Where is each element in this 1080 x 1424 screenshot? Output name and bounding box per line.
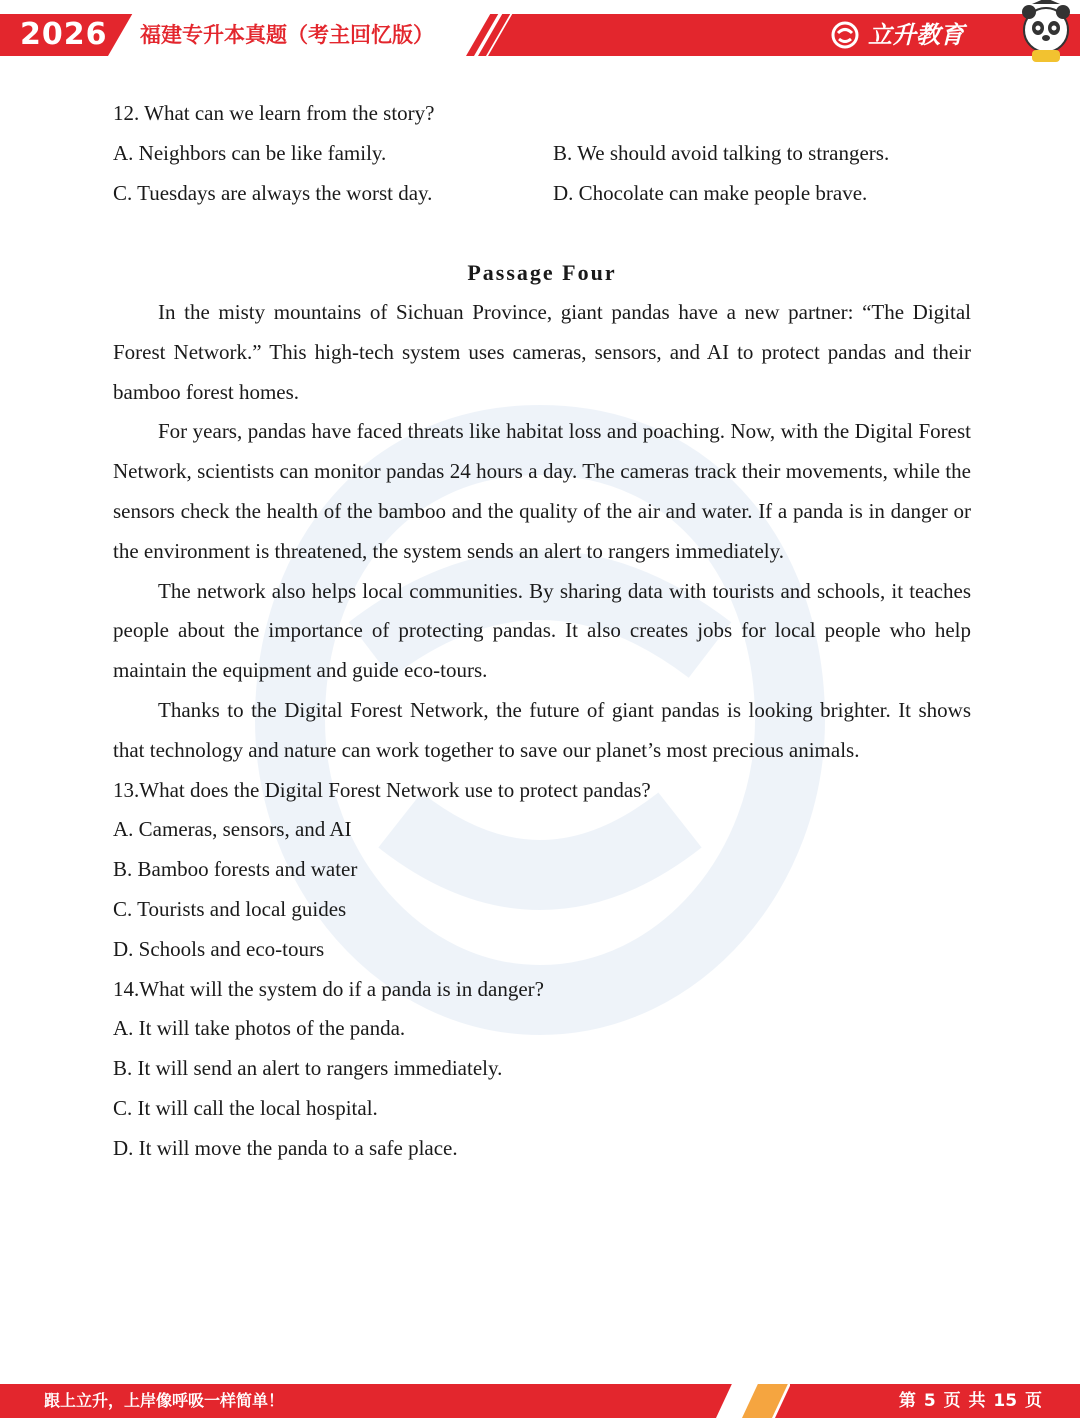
page-number: 第 5 页 共 15 页 [898, 1391, 1042, 1411]
question-12-option-c: C. Tuesdays are always the worst day. [113, 180, 433, 205]
page-header [0, 0, 1080, 70]
header-year: 2026 [20, 17, 108, 52]
question-12-option-b: B. We should avoid talking to strangers. [553, 140, 890, 165]
brand-name: 立升教育 [868, 21, 964, 49]
question-13-stem: 13.What does the Digital Forest Network use to protect pandas? [113, 777, 651, 802]
question-14-stem: 14.What will the system do if a panda is in danger? [113, 976, 544, 1001]
question-14-option-d: D. It will move the panda to a safe place. [113, 1135, 458, 1160]
question-12-stem: 12. What can we learn from the story? [113, 101, 435, 125]
page-footer [0, 1380, 1080, 1420]
footer-slogan: 跟上立升，上岸像呼吸一样简单！ [44, 1391, 285, 1410]
question-13-option-c: C. Tourists and local guides [113, 896, 347, 921]
question-13-option-d: D. Schools and eco-tours [113, 936, 325, 961]
passage-paragraph-3: The network also helps local communities. By sharing data with tourists and schools, it teaches people about the importance of protecting pandas. It also creates jobs for local people who help maintain the equipment and guide eco-tours. [113, 578, 971, 683]
passage-paragraph-1: In the misty mountains of Sichuan Province, giant pandas have a new partner: “The Digital Forest Network.” This high-tech system uses cameras, sensors, and AI to protect pandas and their bamboo forest homes. [113, 299, 971, 404]
header-title: 福建专升本真题（考主回忆版） [140, 23, 434, 47]
question-12-option-a: A. Neighbors can be like family. [113, 140, 387, 165]
question-12-option-d: D. Chocolate can make people brave. [553, 180, 868, 205]
question-14-option-b: B. It will send an alert to rangers immediately. [113, 1056, 503, 1081]
question-14-option-c: C. It will call the local hospital. [113, 1095, 378, 1120]
lisheng-logo-icon [830, 20, 860, 50]
question-13-option-a: A. Cameras, sensors, and AI [113, 817, 352, 842]
question-12-options-row [113, 174, 971, 214]
passage-title: Passage Four [467, 260, 617, 286]
question-12-options-row [113, 134, 971, 174]
header-brand [830, 14, 964, 56]
panda-mascot-icon [1012, 0, 1080, 64]
question-13-option-b: B. Bamboo forests and water [113, 857, 358, 882]
passage-paragraph-2: For years, pandas have faced threats like habitat loss and poaching. Now, with the Digital Forest Network, scientists can monitor pandas 24 hours a day. The cameras track their movements, while the sensors check the health of the bamboo and the quality of the air and water. If a panda is in danger or the environment is threatened, the system sends an alert to rangers immediately. [113, 419, 971, 563]
page-content [113, 94, 971, 1169]
passage-paragraph-4: Thanks to the Digital Forest Network, the future of giant pandas is looking brighter. It shows that technology and nature can work together to save our planet’s most precious animals. [113, 697, 971, 762]
question-14-option-a: A. It will take photos of the panda. [113, 1016, 406, 1041]
